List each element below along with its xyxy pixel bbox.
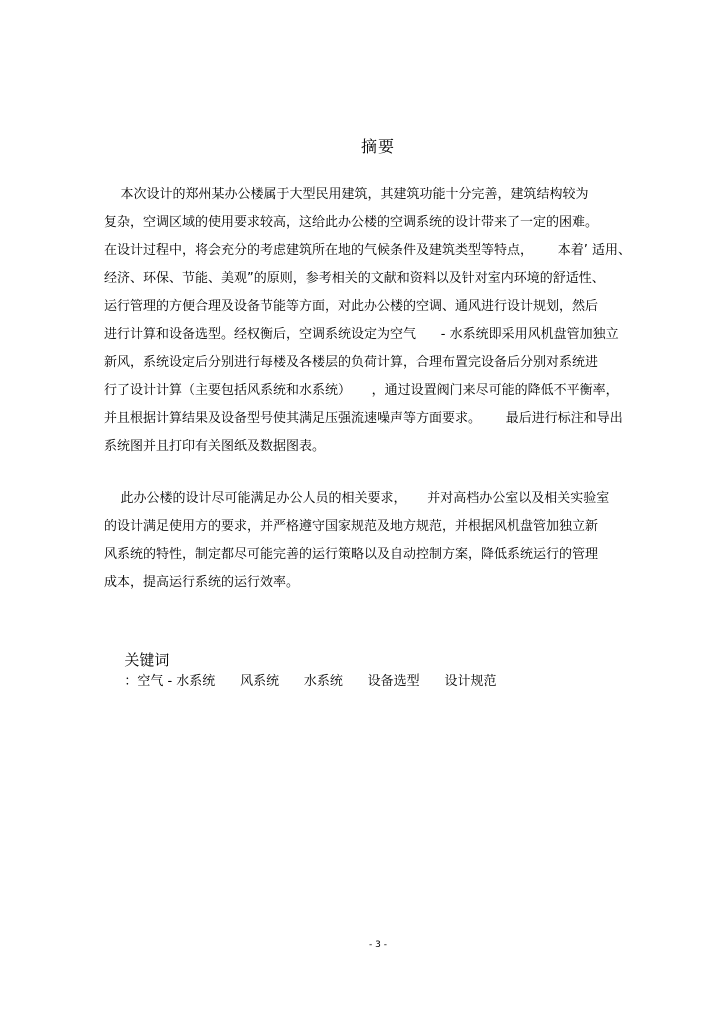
paragraph-line: 运行管理的方便合理及设备节能等方面，对此办公楼的空调、通风进行设计规划，然后 [104,299,599,314]
paragraph-line: 风系统的特性，制定都尽可能完善的运行策略以及自动控制方案，降低系统运行的管理 [104,547,599,562]
paragraph-line: 在设计过程中，将会充分的考虑建筑所在地的气候条件及建筑类型等特点， 本着’ 适用、 [104,243,632,258]
page-title: 摘要 [360,137,395,156]
paragraph-line: 本次设计的郑州某办公楼属于大型民用建筑，其建筑功能十分完善，建筑结构较为 [104,187,589,202]
paragraph-line: 系统图并且打印有关图纸及数据图表。 [104,439,326,454]
paragraph-line: 进行计算和设备选型。经权衡后，空调系统设定为空气 - 水系统即采用风机盘管加独立 [104,327,619,342]
keywords-text: ：空气 - 水系统 风系统 水系统 设备选型 设计规范 [124,674,497,689]
keywords-label: 关键词 [124,651,170,669]
keywords-line [104,630,496,708]
paragraph-line: 的设计满足使用方的要求，并严格遵守国家规范及地方规范，并根据风机盘管加独立新 [104,519,599,534]
paragraph-line: 经济、环保、节能、美观”的原则，参考相关的文献和资料以及针对室内环境的舒适性、 [104,271,605,286]
paragraph-line: 并且根据计算结果及设备型号使其满足压强流速噪声等方面要求。 最后进行标注和导出 [104,411,623,426]
paragraph-line: 复杂，空调区域的使用要求较高，这给此办公楼的空调系统的设计带来了一定的困难。 [104,215,599,230]
paragraph-line: 此办公楼的设计尽可能满足办公人员的相关要求， 并对高档办公室以及相关实验室 [104,491,610,506]
paragraph-line: 成本，提高运行系统的运行效率。 [104,575,300,590]
page-number: - 3 - [369,940,387,950]
paragraph-line: 行了设计计算（主要包括风系统和水系统） ，通过设置阀门来尽可能的降低不平衡率， [104,383,619,398]
paragraph-line: 新风，系统设定后分别进行每楼及各楼层的负荷计算，合理布置完设备后分别对系统进 [104,355,599,370]
